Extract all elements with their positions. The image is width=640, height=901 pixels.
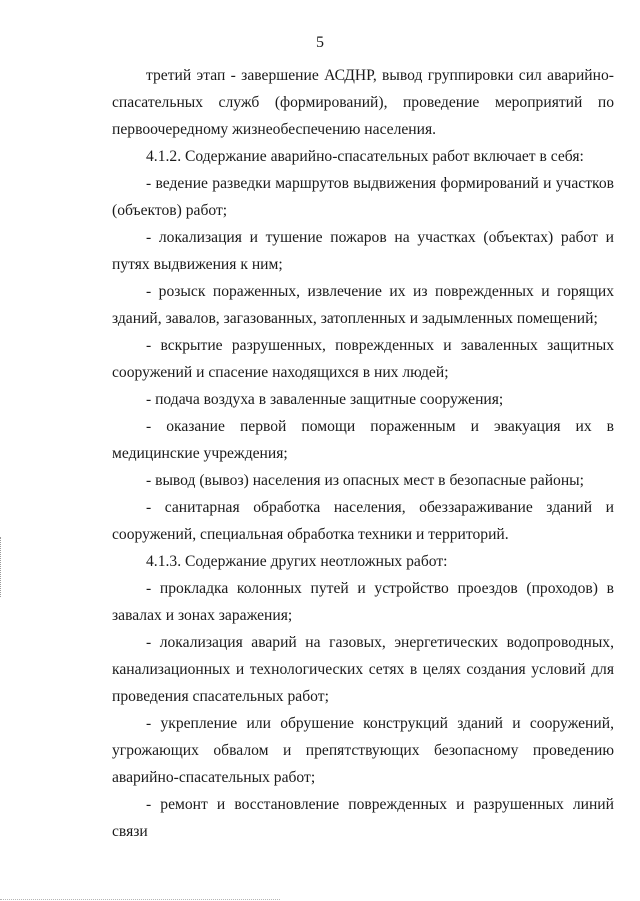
- paragraph-stage-three: третий этап - завершение АСДНР, вывод группировки сил аварийно-спасательных служб (формирований), проведение мероприятий по первоочередному жизнеобеспечению населения.: [112, 67, 614, 138]
- section-4-1-3-heading: 4.1.3. Содержание других неотложных работ:: [146, 553, 448, 570]
- list-item: - локализация и тушение пожаров на участках (объектах) работ и путях выдвижения к ним;: [112, 229, 614, 273]
- list-item: - оказание первой помощи пораженным и эвакуация их в медицинские учреждения;: [112, 418, 614, 462]
- list-item: - ведение разведки маршрутов выдвижения формирований и участков (объектов) работ;: [112, 175, 614, 219]
- list-item: - розыск пораженных, извлечение их из поврежденных и горящих зданий, завалов, загазованных, затопленных и задымленных помещений;: [112, 283, 614, 327]
- list-item: - укрепление или обрушение конструкций зданий и сооружений, угрожающих обвалом и препятствующих безопасному проведению аварийно-спасательных работ;: [112, 715, 614, 786]
- list-item: - прокладка колонных путей и устройство проездов (проходов) в завалах и зонах заражения;: [112, 580, 614, 624]
- list-item: - подача воздуха в заваленные защитные сооружения;: [146, 391, 504, 408]
- page-number: 5: [316, 34, 324, 51]
- document-body: [112, 62, 614, 845]
- scan-artifact-line: [0, 537, 2, 597]
- section-4-1-2-heading: 4.1.2. Содержание аварийно-спасательных работ включает в себя:: [146, 148, 584, 165]
- list-item: - вывод (вывоз) населения из опасных мест в безопасные районы;: [146, 472, 584, 489]
- list-item: - локализация аварий на газовых, энергетических водопроводных, канализационных и технологических сетях в целях создания условий для проведения спасательных работ;: [112, 634, 614, 705]
- list-item: - санитарная обработка населения, обеззараживание зданий и сооружений, специальная обработка техники и территорий.: [112, 499, 614, 543]
- list-item: - вскрытие разрушенных, поврежденных и заваленных защитных сооружений и спасение находящихся в них людей;: [112, 337, 614, 381]
- list-item: - ремонт и восстановление поврежденных и разрушенных линий связи: [112, 796, 614, 840]
